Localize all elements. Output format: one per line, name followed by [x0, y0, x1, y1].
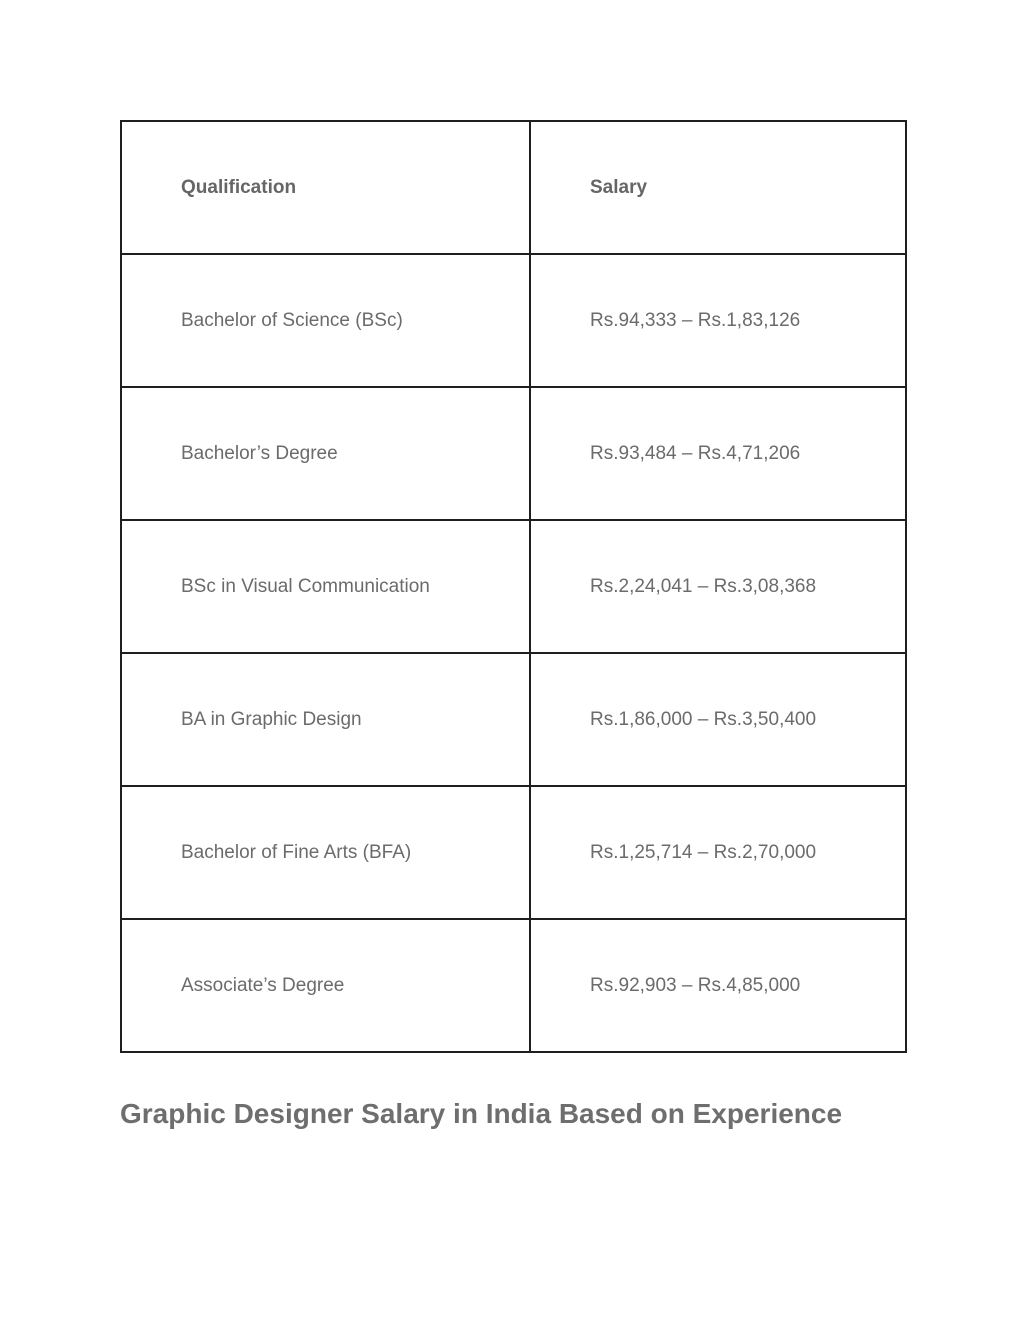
cell-qualification: BSc in Visual Communication	[121, 520, 530, 653]
cell-qualification: Bachelor of Science (BSc)	[121, 254, 530, 387]
cell-qualification: Bachelor’s Degree	[121, 387, 530, 520]
table-row	[121, 520, 906, 653]
cell-salary: Rs.1,25,714 – Rs.2,70,000	[530, 786, 906, 919]
cell-qualification: Bachelor of Fine Arts (BFA)	[121, 786, 530, 919]
salary-table	[120, 120, 907, 1053]
table-row	[121, 919, 906, 1052]
table-row	[121, 786, 906, 919]
table-row	[121, 387, 906, 520]
header-salary: Salary	[530, 121, 906, 254]
table-row	[121, 653, 906, 786]
section-heading: Graphic Designer Salary in India Based on Experience	[120, 1098, 843, 1129]
table-header-row	[121, 121, 906, 254]
header-qualification: Qualification	[121, 121, 530, 254]
cell-qualification: Associate’s Degree	[121, 919, 530, 1052]
table-row	[121, 254, 906, 387]
cell-salary: Rs.1,86,000 – Rs.3,50,400	[530, 653, 906, 786]
cell-qualification: BA in Graphic Design	[121, 653, 530, 786]
cell-salary: Rs.93,484 – Rs.4,71,206	[530, 387, 906, 520]
cell-salary: Rs.94,333 – Rs.1,83,126	[530, 254, 906, 387]
cell-salary: Rs.2,24,041 – Rs.3,08,368	[530, 520, 906, 653]
cell-salary: Rs.92,903 – Rs.4,85,000	[530, 919, 906, 1052]
